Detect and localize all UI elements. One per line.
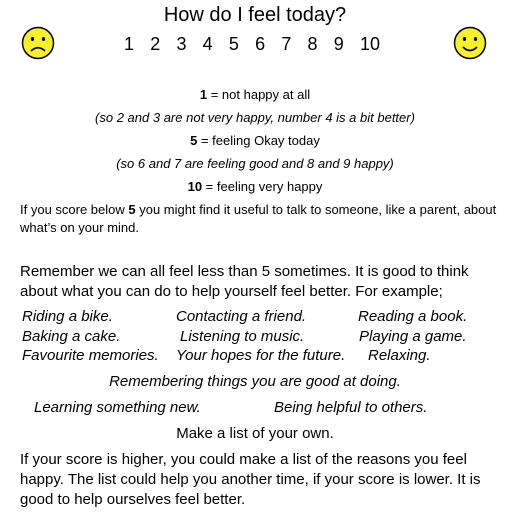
scale-number: 5 <box>228 34 239 54</box>
key-line-5 <box>0 179 510 194</box>
idea-item: Being helpful to others. <box>274 399 428 416</box>
scale-number: 3 <box>176 34 187 54</box>
idea-item: Riding a bike. <box>22 308 113 325</box>
make-list-line: Make a list of your own. <box>176 425 334 442</box>
feeling-scale <box>124 34 391 55</box>
idea-item: Learning something new. <box>34 399 201 416</box>
idea-item: Your hopes for the future. <box>176 347 346 364</box>
sad-face-icon <box>21 26 55 60</box>
closing-paragraph: If your score is higher, you could make a list of the reasons you feel happy. The list could help you another time, if your score is lower. It is good to help ourselves feel better. <box>20 451 481 508</box>
key-number: 5 <box>190 133 198 148</box>
scale-number: 4 <box>202 34 213 54</box>
advice-text: you might find it useful to talk to someone, like a parent, about what’s on your mind. <box>20 202 497 235</box>
idea-item: Baking a cake. <box>22 328 121 345</box>
key-text: = feeling very happy <box>202 179 323 194</box>
idea-item: Contacting a friend. <box>176 308 307 325</box>
page-title: How do I feel today? <box>163 4 347 26</box>
scale-number: 2 <box>150 34 161 54</box>
scale-number: 1 <box>124 34 135 54</box>
idea-item: Favourite memories. <box>22 347 159 364</box>
idea-item: Playing a game. <box>359 328 467 345</box>
key-text: = not happy at all <box>207 87 311 102</box>
scale-number: 8 <box>307 34 318 54</box>
idea-item: Reading a book. <box>358 308 468 325</box>
advice-number: 5 <box>128 202 136 217</box>
scale-number: 9 <box>333 34 344 54</box>
scale-number: 10 <box>359 34 380 54</box>
advice-paragraph <box>20 201 498 237</box>
advice-text: If you score below <box>20 202 129 217</box>
key-line-3 <box>0 133 510 148</box>
scale-number: 7 <box>281 34 292 54</box>
key-number: 1 <box>199 87 208 102</box>
key-number: 10 <box>187 179 203 194</box>
happy-face-icon <box>453 26 487 60</box>
key-line-4: (so 6 and 7 are feeling good and 8 and 9 happy) <box>116 156 394 171</box>
remember-paragraph: Remember we can all feel less than 5 sometimes. It is good to think about what you can do to help yourself feel better. For example; <box>20 263 469 300</box>
idea-item: Remembering things you are good at doing. <box>109 373 401 390</box>
key-line-2: (so 2 and 3 are not very happy, number 4 is a bit better) <box>95 110 415 125</box>
idea-item: Listening to music. <box>180 328 305 345</box>
idea-item: Relaxing. <box>368 347 431 364</box>
key-line-1 <box>0 87 510 102</box>
key-text: = feeling Okay today <box>197 133 320 148</box>
scale-number: 6 <box>255 34 266 54</box>
